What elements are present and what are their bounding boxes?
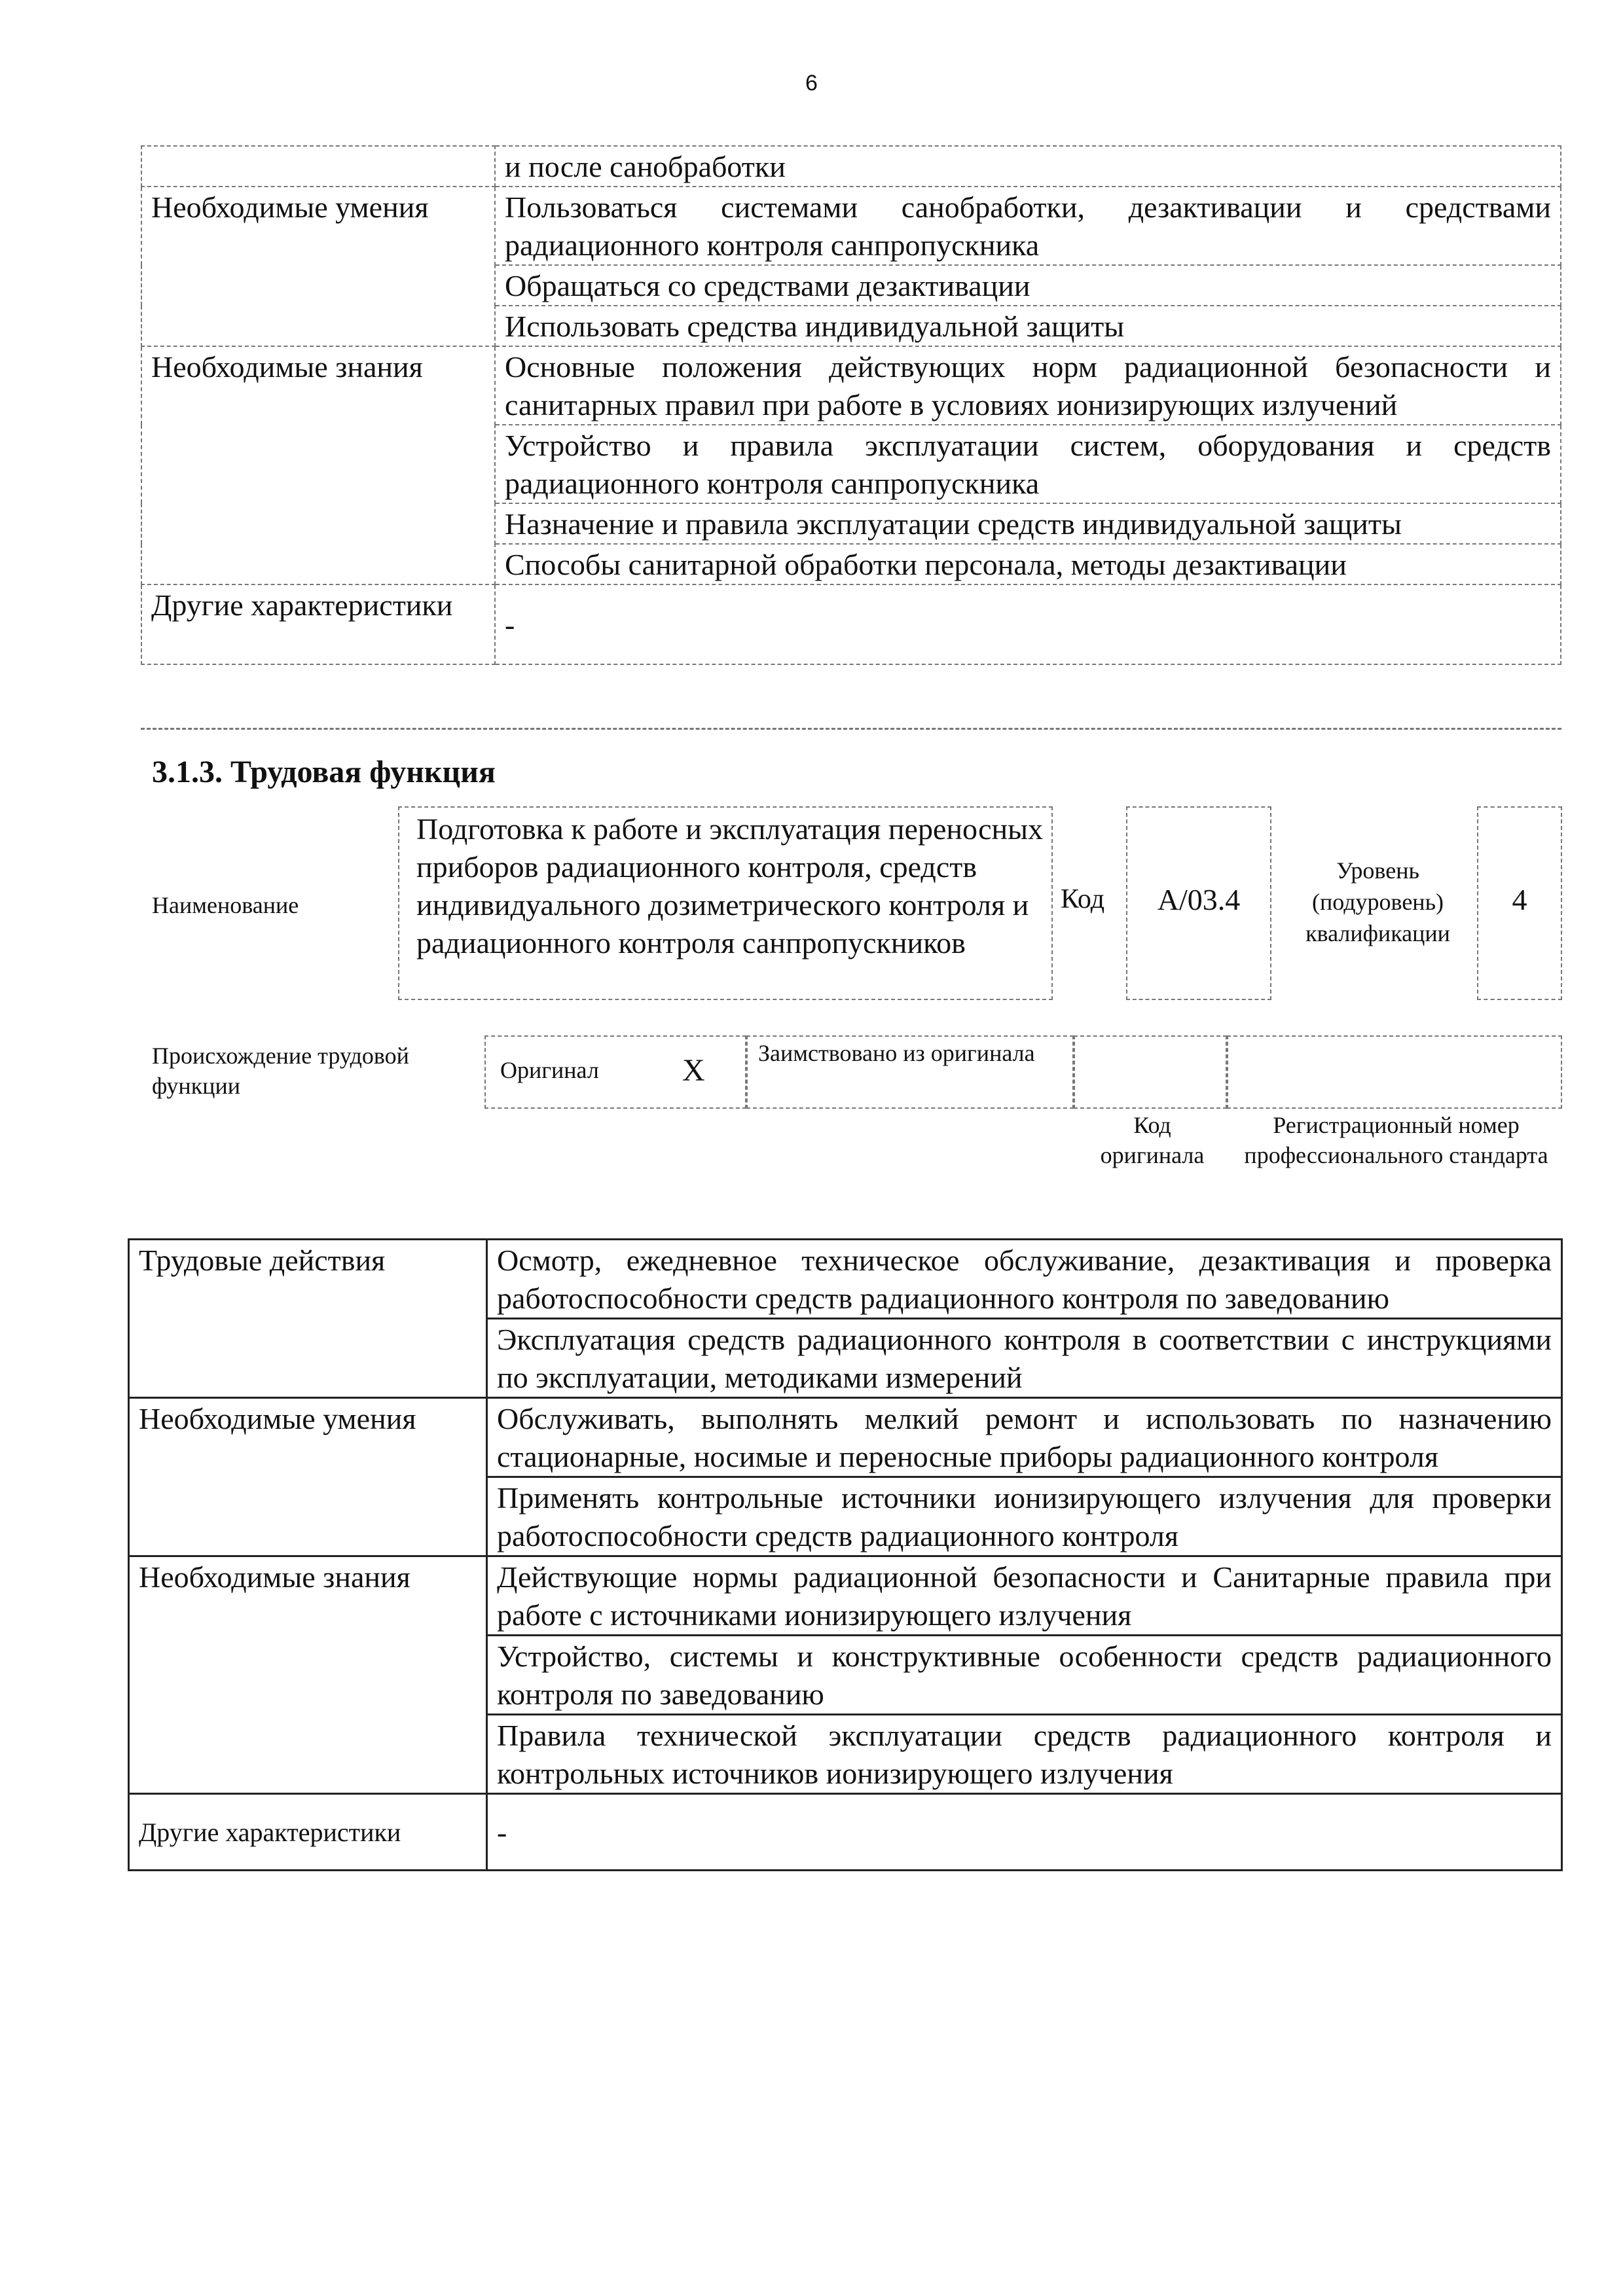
reg-number-cell — [1227, 1035, 1562, 1109]
level-value-box: 4 — [1477, 806, 1562, 1000]
row-item: - — [487, 1794, 1562, 1871]
code-value-box: А/03.4 — [1126, 806, 1271, 1000]
row-label — [141, 146, 495, 187]
separator-line — [141, 728, 1561, 730]
code-original-cell — [1074, 1035, 1227, 1109]
row-item: Назначение и правила эксплуатации средств индивидуальной защиты — [495, 503, 1561, 544]
row-item: Действующие нормы радиационной безопасности и Санитарные правила при работе с источниками ионизирующего излучения — [487, 1556, 1562, 1636]
row-item: - — [495, 584, 1561, 664]
row-item: Устройство и правила эксплуатации систем, оборудования и средств радиационного контроля санпропускника — [495, 425, 1561, 503]
row-label: Необходимые знания — [129, 1556, 487, 1794]
row-label: Другие характеристики — [129, 1794, 487, 1871]
table-row — [141, 146, 1561, 187]
table-row — [129, 1398, 1562, 1477]
row-item: Пользоваться системами санобработки, дезактивации и средствами радиационного контроля санпропускника — [495, 187, 1561, 265]
row-item: Эксплуатация средств радиационного контроля в соответствии с инструкциями по эксплуатации, методиками измерений — [487, 1319, 1562, 1398]
table-row — [129, 1794, 1562, 1871]
borrowed-cell: Заимствовано из оригинала — [746, 1035, 1074, 1109]
row-item: Основные положения действующих норм радиационной безопасности и санитарных правил при работе в условиях ионизирующих излучений — [495, 346, 1561, 425]
labor-function-table — [128, 1238, 1563, 1871]
page-number: 6 — [805, 71, 818, 96]
row-label: Другие характеристики — [141, 584, 495, 664]
level-label: Уровень (подуровень) квалификации — [1305, 857, 1450, 946]
row-item: Правила технической эксплуатации средств радиационного контроля и контрольных источников ионизирующего излучения — [487, 1715, 1562, 1794]
reg-number-label: Регистрационный номер профессионального стандарта — [1244, 1112, 1548, 1168]
table-row — [141, 584, 1561, 664]
row-item: Применять контрольные источники ионизирующего излучения для проверки работоспособности средств радиационного контроля — [487, 1477, 1562, 1556]
row-item: Обслуживать, выполнять мелкий ремонт и использовать по назначению стационарные, носимые и переносные приборы радиационного контроля — [487, 1398, 1562, 1477]
name-value-box: Подготовка к работе и эксплуатация переносных приборов радиационного контроля, средств индивидуального дозиметрического контроля и радиационного контроля санпропускников — [398, 806, 1053, 1000]
table-row — [129, 1556, 1562, 1636]
row-item: Использовать средства индивидуальной защиты — [495, 306, 1561, 346]
origin-label: Происхождение трудовой функции — [152, 1043, 409, 1099]
table-row — [129, 1240, 1562, 1319]
row-item: Осмотр, ежедневное техническое обслуживание, дезактивация и проверка работоспособности средств радиационного контроля по заведованию — [487, 1240, 1562, 1319]
row-item: Способы санитарной обработки персонала, методы дезактивации — [495, 544, 1561, 584]
table-row — [141, 187, 1561, 265]
code-original-label: Код оригинала — [1100, 1112, 1205, 1168]
previous-function-table — [141, 145, 1561, 665]
name-label: Наименование — [152, 892, 299, 918]
original-cell — [484, 1035, 746, 1109]
row-label: Необходимые умения — [141, 187, 495, 346]
row-label: Необходимые знания — [141, 346, 495, 584]
row-item: Устройство, системы и конструктивные особенности средств радиационного контроля по заведованию — [487, 1636, 1562, 1715]
original-label: Оригинал — [500, 1057, 599, 1083]
table-row — [141, 346, 1561, 425]
row-item: Обращаться со средствами дезактивации — [495, 265, 1561, 306]
code-label: Код — [1061, 884, 1105, 914]
row-label: Трудовые действия — [129, 1240, 487, 1398]
original-mark: X — [682, 1053, 705, 1088]
row-label: Необходимые умения — [129, 1398, 487, 1556]
section-title: 3.1.3. Трудовая функция — [152, 755, 496, 789]
row-item: и после санобработки — [495, 146, 1561, 187]
